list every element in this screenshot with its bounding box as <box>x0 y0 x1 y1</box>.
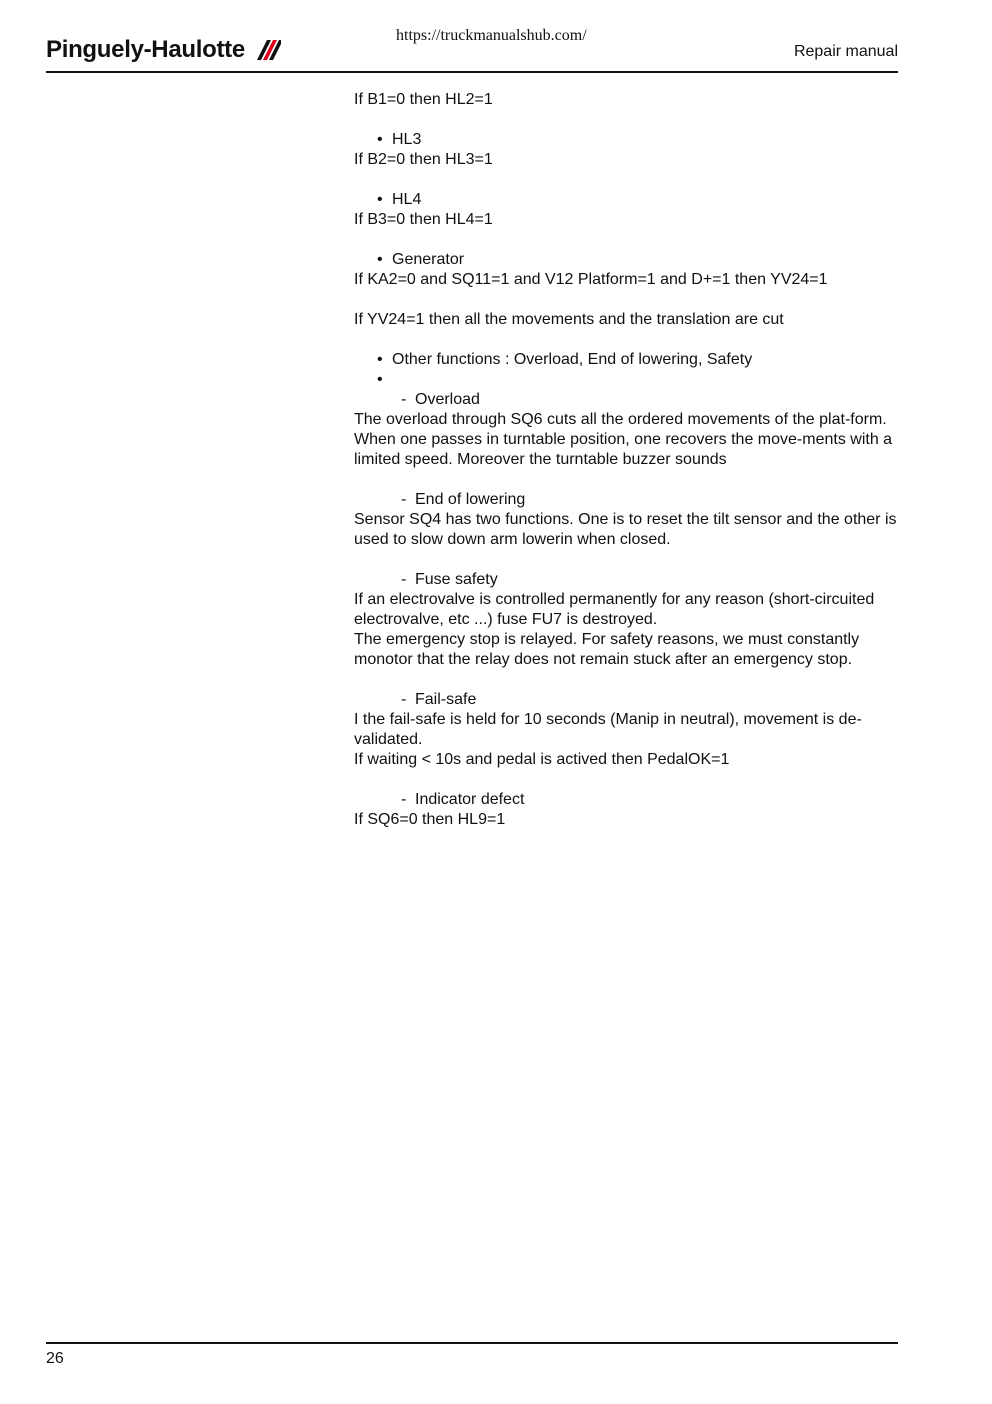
hl4-rule: If B3=0 then HL4=1 <box>354 211 493 228</box>
fuse-safety-text-2: The emergency stop is relayed. For safety reasons, we must constantly monotor that the relay does not remain stuck after an emergency stop. <box>354 631 860 668</box>
bullet-label: HL4 <box>392 191 422 208</box>
brand-logo <box>46 36 281 64</box>
bullet-icon: • <box>377 351 383 368</box>
subheading-fail-safe <box>354 690 900 710</box>
bullet-icon: • <box>377 251 383 268</box>
page-number: 26 <box>46 1350 64 1367</box>
hl2-rule: If B1=0 then HL2=1 <box>354 91 493 108</box>
bullet-label: HL3 <box>392 131 422 148</box>
page-body <box>354 90 900 830</box>
indicator-defect-rule: If SQ6=0 then HL9=1 <box>354 811 506 828</box>
haulotte-slash-logo-icon <box>255 38 281 62</box>
dash-icon: - <box>401 571 407 588</box>
bullet-icon: • <box>377 191 383 208</box>
fuse-safety-text-1: If an electrovalve is controlled permanently for any reason (short-circuited electrovalve, etc ...) fuse FU7 is destroyed. <box>354 591 875 628</box>
spacer <box>354 550 900 570</box>
overload-text: The overload through SQ6 cuts all the ordered movements of the plat-form. When one passes in turntable position, one recovers the move-ments with a limited speed. Moreover the turntable buzzer sounds <box>354 411 893 468</box>
bullet-item-hl4 <box>354 190 900 210</box>
dash-icon: - <box>401 791 407 808</box>
spacer <box>354 290 900 310</box>
source-url[interactable]: https://truckmanualshub.com/ <box>396 27 587 44</box>
header-divider <box>46 71 898 73</box>
brand-name: Pinguely-Haulotte <box>46 36 245 63</box>
yv24-rule: If YV24=1 then all the movements and the translation are cut <box>354 311 784 328</box>
spacer <box>354 230 900 250</box>
footer-divider <box>46 1342 898 1344</box>
bullet-item-other-functions <box>354 350 900 370</box>
subheading-label: Overload <box>415 391 480 408</box>
bullet-label: Other functions : Overload, End of lowering, Safety <box>392 351 753 368</box>
spacer <box>354 770 900 790</box>
subheading-fuse-safety <box>354 570 900 590</box>
spacer <box>354 470 900 490</box>
dash-icon: - <box>401 391 407 408</box>
subheading-label: Fuse safety <box>415 571 498 588</box>
fail-safe-text-1: I the fail-safe is held for 10 seconds (Manip in neutral), movement is de-validated. <box>354 711 862 748</box>
end-of-lowering-text: Sensor SQ4 has two functions. One is to reset the tilt sensor and the other is used to slow down arm lowerin when closed. <box>354 511 897 548</box>
dash-icon: - <box>401 691 407 708</box>
document-type: Repair manual <box>793 43 898 60</box>
spacer <box>354 110 900 130</box>
spacer <box>354 330 900 350</box>
page-header <box>46 0 898 74</box>
subheading-indicator-defect <box>354 790 900 810</box>
subheading-label: Fail-safe <box>415 691 477 708</box>
subheading-end-of-lowering <box>354 490 900 510</box>
subheading-label: End of lowering <box>415 491 526 508</box>
generator-rule: If KA2=0 and SQ11=1 and V12 Platform=1 and D+=1 then YV24=1 <box>354 271 828 288</box>
bullet-label: Generator <box>392 251 465 268</box>
fail-safe-text-2: If waiting < 10s and pedal is actived then PedalOK=1 <box>354 751 730 768</box>
bullet-item-hl3 <box>354 130 900 150</box>
dash-icon: - <box>401 491 407 508</box>
bullet-icon: • <box>377 371 383 388</box>
bullet-item-generator <box>354 250 900 270</box>
spacer <box>354 170 900 190</box>
hl3-rule: If B2=0 then HL3=1 <box>354 151 493 168</box>
bullet-item-empty <box>354 370 900 390</box>
subheading-label: Indicator defect <box>415 791 525 808</box>
spacer <box>354 670 900 690</box>
bullet-icon: • <box>377 131 383 148</box>
subheading-overload <box>354 390 900 410</box>
